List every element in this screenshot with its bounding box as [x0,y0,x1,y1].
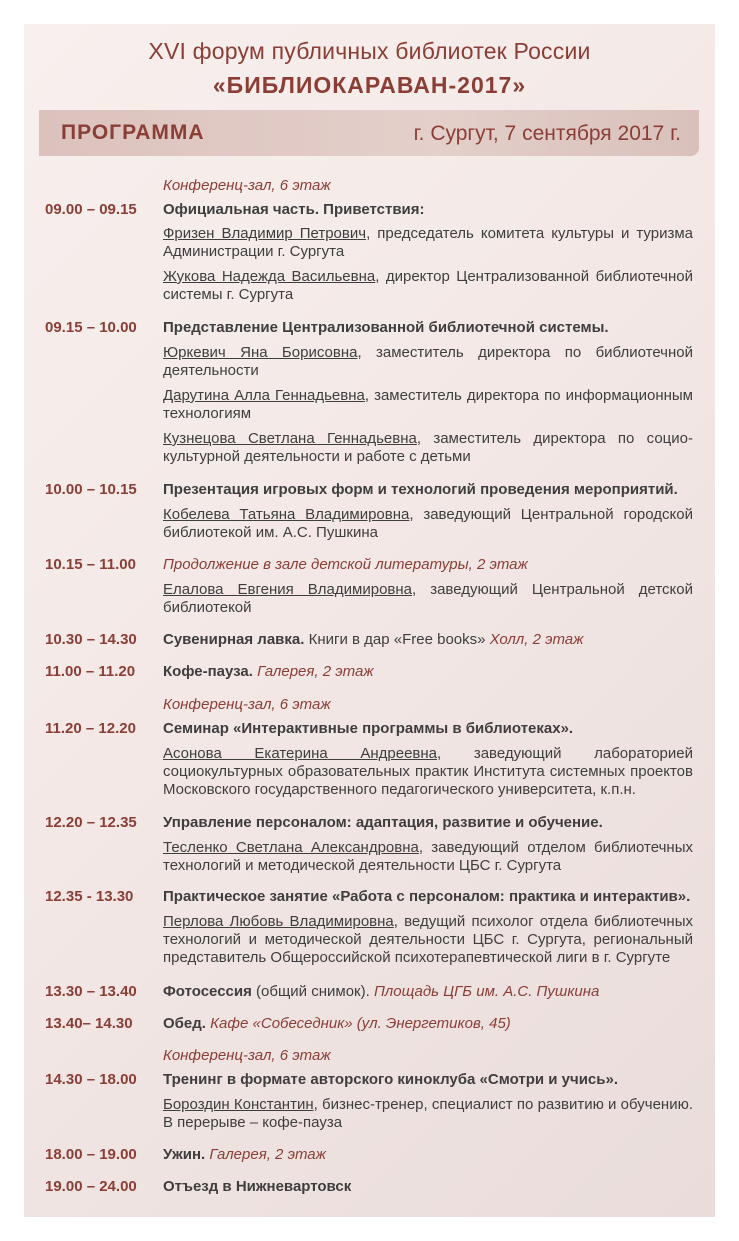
time-slot: 13.40– 14.30 [45,1015,133,1032]
location-label: Конференц-зал, 6 этаж [163,177,331,194]
speaker [163,430,693,466]
speaker-role: , заведующий лабораторией социокультурных образовательных практик Института системных проектов Московского государственного педагогического университета, к.п.н. [163,745,693,798]
event-title [163,1146,326,1163]
speaker-name: Кобелева Татьяна Владимировна [163,506,410,523]
speaker-role: , бизнес-тренер, специалист по развитию и обучению. В перерыве – кофе-пауза [163,1096,693,1131]
event-title [163,983,599,1000]
time-slot: 10.15 – 11.00 [45,556,136,573]
speaker-role: , заведующий отделом библиотечных технологий и методической деятельности ЦБС г. Сургута [163,839,693,874]
speaker-role: , заведующий Центральной городской библиотекой им. А.С. Пушкина [163,506,693,541]
event-title: Практическое занятие «Работа с персоналом: практика и интерактив». [163,888,691,905]
speaker-role: , заместитель директора по социо-культурной деятельности и работе с детьми [163,430,693,465]
speaker [163,506,693,542]
event-place: Холл, 2 этаж [489,631,584,648]
time-slot: 12.20 – 12.35 [45,814,137,831]
speaker [163,225,693,261]
event-title: Презентация игровых форм и технологий проведения мероприятий. [163,481,678,498]
speaker-name: Фризен Владимир Петрович [163,225,367,242]
speaker-name: Тесленко Светлана Александровна [163,839,419,856]
time-slot: 10.00 – 10.15 [45,481,137,498]
speaker [163,581,693,617]
speaker-role: , заместитель директора по информационным технологиям [163,387,693,422]
time-slot: 19.00 – 24.00 [45,1178,137,1195]
event-title: Представление Централизованной библиотечной системы. [163,319,609,336]
event-title: Семинар «Интерактивные программы в библиотеках». [163,720,574,737]
forum-title: XVI форум публичных библиотек России [148,38,591,64]
speaker-role: , заместитель директора по библиотечной деятельности [163,344,693,379]
speaker-name: Асонова Екатерина Андреевна [163,745,438,762]
event-title: Официальная часть. Приветствия: [163,201,425,218]
time-slot: 09.15 – 10.00 [45,319,137,336]
speaker-name: Елалова Евгения Владимировна [163,581,413,598]
speaker-name: Дарутина Алла Геннадьевна [163,387,365,404]
speaker [163,387,693,423]
location-label: Конференц-зал, 6 этаж [163,1047,331,1064]
event-title [163,631,583,648]
speaker-name: Перлова Любовь Владимировна [163,913,394,930]
speaker-name: Жукова Надежда Васильевна [163,268,376,285]
event-title [163,1015,511,1032]
event-place: Кафе «Собеседник» (ул. Энергетиков, 45) [205,1015,511,1032]
time-slot: 14.30 – 18.00 [45,1071,137,1088]
event-place: Площадь ЦГБ им. А.С. Пушкина [373,983,600,1000]
event-title: Управление персоналом: адаптация, развитие и обучение. [163,814,603,831]
program-heading: ПРОГРАММА [61,121,205,144]
time-slot: 13.30 – 13.40 [45,983,137,1000]
forum-name: «БИБЛИОКАРАВАН-2017» [212,72,527,98]
event-title-text: Обед. [163,1015,206,1032]
speaker-name: Кузнецова Светлана Геннадьевна [163,430,417,447]
speaker-name: Юркевич Яна Борисовна [163,344,358,361]
event-place: Галерея, 2 этаж [205,1146,326,1163]
place-date: г. Сургут, 7 сентября 2017 г. [413,122,681,145]
speaker-role: , заведующий Центральной детской библиотекой [163,581,693,616]
event-place: Галерея, 2 этаж [252,663,374,680]
speaker [163,1096,693,1132]
time-slot: 09.00 – 09.15 [45,201,137,218]
speaker-role: , директор Централизованной библиотечной системы г. Сургута [163,268,693,303]
speaker [163,839,693,875]
time-slot: 10.30 – 14.30 [45,631,137,648]
event-title [163,663,374,680]
speaker [163,344,693,380]
speaker-name: Бороздин Константин [163,1096,314,1113]
program-band [39,110,699,156]
time-slot: 18.00 – 19.00 [45,1146,137,1163]
event-title: Тренинг в формате авторского киноклуба «Смотри и учись». [163,1071,619,1088]
event-title-text: Ужин. [163,1146,206,1163]
event-text: Книги в дар «Free books» [304,631,490,648]
event-title-text: Кофе-пауза. [163,663,253,680]
speaker [163,745,693,799]
speaker-role: , председатель комитета культуры и туризма Администрации г. Сургута [163,225,694,260]
speaker [163,913,693,967]
event-place: Продолжение в зале детской литературы, 2 этаж [163,556,528,573]
event-title-text: Фотосессия [163,983,252,1000]
event-title: Отъезд в Нижневартовск [163,1178,352,1195]
event-text: (общий снимок). [251,983,374,1000]
time-slot: 11.00 – 11.20 [45,663,136,680]
time-slot: 11.20 – 12.20 [45,720,136,737]
event-title-text: Сувенирная лавка. [163,631,305,648]
speaker [163,268,693,304]
speaker-role: , ведущий психолог отдела библиотечных технологий и методической деятельности ЦБС г. Сургута, региональный представитель Общероссийской психотерапевтической лиги в г. Сургуте [163,913,693,966]
time-slot: 12.35 - 13.30 [45,888,134,905]
location-label: Конференц-зал, 6 этаж [163,696,331,713]
